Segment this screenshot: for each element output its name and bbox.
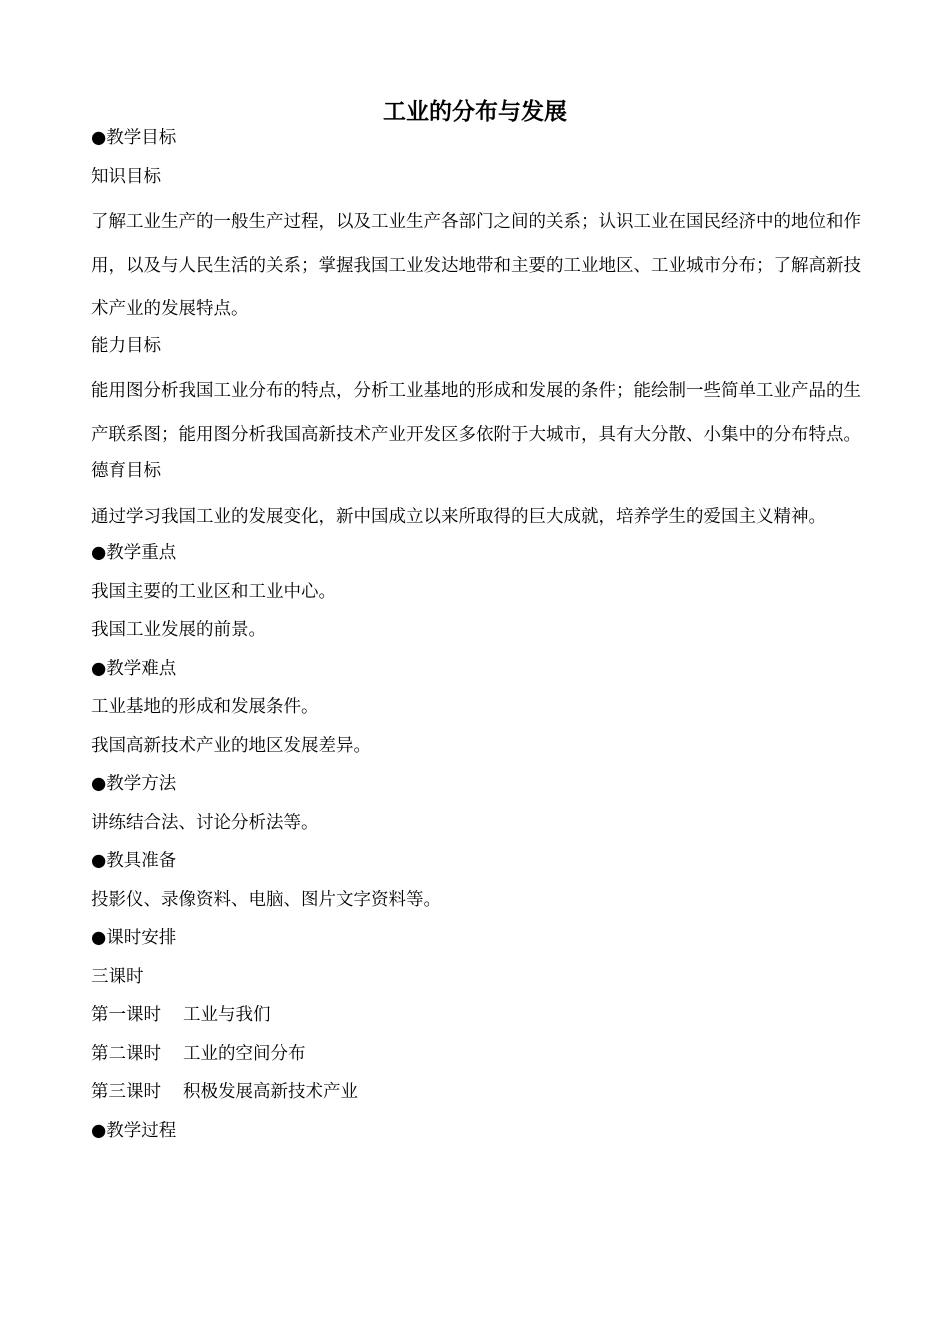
lesson-number: 第三课时 (91, 1082, 161, 1102)
difficulty-item: 我国高新技术产业的地区发展差异。 (91, 735, 371, 756)
schedule-total: 三课时 (91, 966, 144, 987)
subheading-knowledge: 知识目标 (91, 166, 161, 187)
document-title: 工业的分布与发展 (383, 99, 567, 125)
knowledge-goal-text: 了解工业生产的一般生产过程，以及工业生产各部门之间的关系；认识工业在国民经济中的地位和作用，以及与人民生活的关系；掌握我国工业发达地带和主要的工业地区、工业城市分布；了解高新技术产业的发展特点。 (91, 212, 861, 319)
subheading-moral: 德育目标 (91, 461, 161, 481)
lesson-row (91, 1001, 861, 1040)
section-heading-difficulties: ●教学难点 (91, 658, 177, 679)
difficulty-item: 工业基地的形成和发展条件。 (91, 697, 319, 717)
ability-goal-text: 能用图分析我国工业分布的特点，分析工业基地的形成和发展的条件；能绘制一些简单工业产品的生产联系图；能用图分析我国高新技术产业开发区多依附于大城市，具有大分散、小集中的分布特点。 (91, 381, 861, 445)
section-heading-methods: ●教学方法 (91, 774, 177, 794)
lesson-name: 工业的空间分布 (183, 1043, 306, 1064)
lesson-number: 第二课时 (91, 1043, 161, 1064)
section-heading-tools: ●教具准备 (91, 851, 177, 871)
section-heading-key-points: ●教学重点 (91, 543, 177, 563)
document-body (91, 124, 861, 1155)
subheading-ability: 能力目标 (91, 335, 161, 356)
key-point-item: 我国工业发展的前景。 (91, 620, 266, 640)
lesson-name: 工业与我们 (183, 1005, 271, 1025)
key-point-item: 我国主要的工业区和工业中心。 (91, 581, 336, 602)
lesson-row (91, 1078, 861, 1117)
method-text: 讲练结合法、讨论分析法等。 (91, 812, 319, 833)
section-heading-goals: ●教学目标 (91, 128, 177, 148)
section-heading-schedule: ●课时安排 (91, 928, 177, 948)
lesson-name: 积极发展高新技术产业 (183, 1082, 358, 1102)
section-heading-process: ●教学过程 (91, 1120, 177, 1141)
tools-text: 投影仪、录像资料、电脑、图片文字资料等。 (91, 889, 441, 910)
moral-goal-text: 通过学习我国工业的发展变化，新中国成立以来所取得的巨大成就，培养学生的爱国主义精神。 (91, 506, 826, 527)
lesson-number: 第一课时 (91, 1005, 161, 1025)
lesson-row (91, 1040, 861, 1079)
